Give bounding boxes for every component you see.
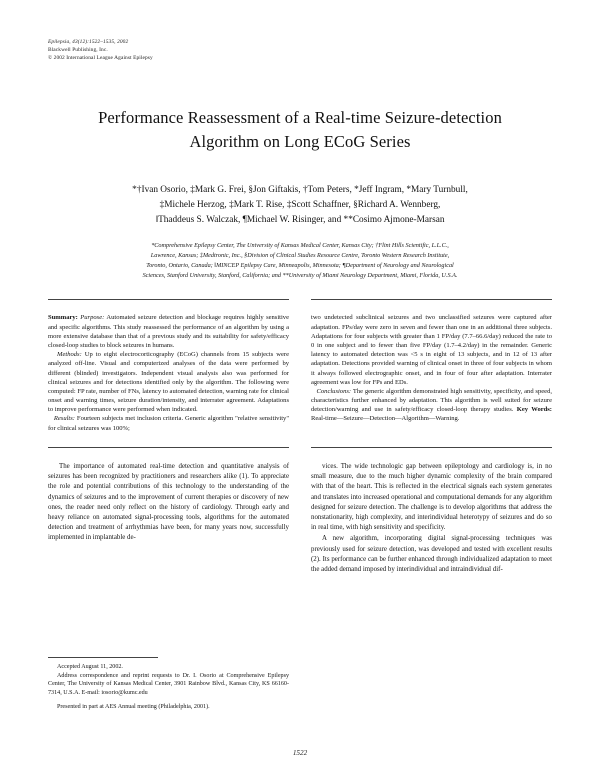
author-list xyxy=(48,183,552,227)
summary-top-rules xyxy=(48,299,552,300)
summary-column-left xyxy=(48,313,289,432)
authors-line-1: *†Ivan Osorio, ‡Mark G. Frei, §Jon Giftakis, †Tom Peters, *Jeff Ingram, *Mary Turnbull, xyxy=(132,185,468,196)
footnote-accepted: Accepted August 11, 2002. xyxy=(57,664,123,670)
footnote-presented: Presented in part at AES Annual meeting (Philadelphia, 2001). xyxy=(57,704,210,711)
title-line-1: Performance Reassessment of a Real-time Seizure-detection xyxy=(98,108,502,128)
footnote-divider xyxy=(48,657,158,658)
journal-copyright: © 2002 International League Against Epilepsy xyxy=(48,55,153,62)
summary-text-right: two undetected subclinical seizures and two unclassified seizures were captured after adaptation. FPs/day were zero in seven and fewer than one in an additional three subjects. Adaptations for four subjects with greater than 1 FP/day (7.7–66.6/day) reduced the rate to 0 in one subject and to fewer than five FP/day (1.7–4.2/day) in the remainder. Generic latency to automated detection was <5 s in eight of 13 subjects, and in 12 of 13 after adaptation. Detections provided warning of clinical onset in three of four subjects in whom it always followed electrographic onset, and in four of four after adaptation. Interrater agreement was low for FPs and EDs. Conclusions: The generic algorithm demonstrated high sensitivity, specificity, and speed, characteristics further enhanced by adaptation. This algorithm is well suited for seizure detection/warning and use in safety/efficacy closed-loop therapy studies. Key Words: Real-time—Seizure—Detection—Algorithm—Warning. xyxy=(311,314,552,423)
rule-left-bottom xyxy=(48,447,289,448)
body-column-left xyxy=(48,462,289,575)
body-paragraph-left-1: The importance of automated real-time detection and quantitative analysis of seizures has been recognized by practitioners and researchers alike (1). To appreciate the role and potential contributions of this technology to the understanding of the dynamics of seizures and to the improvement of current therapies or discovery of new ones, the reader need only reflect on the history of cardiology. Through early and heavy reliance on automated signal-processing tools, algorithms for the automated detection and treatment of arrhythmias have been, for many years now, successfully implemented in implantable de- xyxy=(48,462,289,542)
journal-publisher: Blackwell Publishing, Inc. xyxy=(48,47,108,54)
authors-line-2: ‡Michele Herzog, ‡Mark T. Rise, ‡Scott Schaffner, §Richard A. Wennberg, xyxy=(159,199,441,210)
footnote-block xyxy=(48,663,289,712)
rule-left-top xyxy=(48,299,289,300)
footnote-correspondence: Address correspondence and reprint requests to Dr. I. Osorio at Comprehensive Epilepsy Center, The University of Kansas Medical Center, 3901 Rainbow Blvd., Kansas City, KS 66160-7314, U.S.A. E-mail: iosorio@kumc.edu xyxy=(48,672,289,696)
affiliation-line-3: Toronto, Ontario, Canada; ‖MINCEP Epilepsy Care, Minneapolis, Minnesota; ¶Department of Neurology and Neurological xyxy=(146,262,454,270)
summary-bottom-rules xyxy=(48,447,552,448)
footnote-area xyxy=(48,648,289,712)
journal-header xyxy=(48,38,552,62)
summary-column-right xyxy=(311,313,552,432)
affiliation-line-2: Lawrence, Kansas; ‡Medtronic, Inc., §Division of Clinical Studies Resource Centre, Toronto Western Research Institute, xyxy=(150,252,450,260)
rule-right-bottom xyxy=(311,447,552,448)
affiliation-line-4: Sciences, Stanford University, Stanford, California; and **University of Miami Neurology Department, Miami, Florida, U.S.A. xyxy=(142,272,458,280)
body-paragraph-right-2: A new algorithm, incorporating digital signal-processing techniques was previously used for seizure detection, was developed and tested with excellent results (2). Its performance can be further enhanced through individualized adaptation to meet the added demand imposed by interindividual and intraindividual dif- xyxy=(311,535,552,574)
body-column-right xyxy=(311,462,552,575)
journal-citation: Epilepsia, 43(12):1522–1535, 2002 xyxy=(48,39,129,45)
affiliations xyxy=(48,241,552,281)
page-title xyxy=(48,106,552,153)
rule-right-top xyxy=(311,299,552,300)
body-paragraph-right-1: vices. The wide technologic gap between epileptology and cardiology is, in no small measure, due to the much higher dynamic complexity of the brain compared with that of the heart. This is reflected in the electrical signals each system generates and translates into increased operational and computational demands for any algorithm designed for seizure detection. The challenge is to develop algorithms that address the nonstationarity, high complexity, and interindividual heterotypy of seizures and do so in real time, with high sensitivity and specificity. xyxy=(311,462,552,532)
affiliation-line-1: *Comprehensive Epilepsy Center, The University of Kansas Medical Center, Kansas City; †Flint Hills Scientific, L.L.C., xyxy=(151,242,449,250)
summary-section xyxy=(48,313,552,432)
page-number: 1522 xyxy=(292,749,308,757)
summary-text-left: Summary: Purpose: Automated seizure detection and blockage requires highly sensitive and specific algorithms. This study reassessed the performance of an algorithm by using a more extensive database than that of a previous study and its suitability for safety/efficacy closed-loop studies to block seizures in humans. Methods: Up to eight electrocorticography (ECoG) channels from 15 subjects were analyzed off-line. Visual and computerized analyses of the data were performed by different (blinded) investigators. Independent visual analysis also was performed for clinical seizures and for detections identified only by the algorithm. The following were computed: FP rate, number of FNs, latency to automated detection, warning rate for clinical onset and warning times, seizure duration/intensity, and interrater agreement. Adaptations to improve performance were performed when indicated. Results: Fourteen subjects met inclusion criteria. Generic algorithm "relative sensitivity" for clinical seizures was 100%; xyxy=(48,314,289,432)
page-content xyxy=(48,38,552,575)
body-section xyxy=(48,462,552,575)
title-line-2: Algorithm on Long ECoG Series xyxy=(189,131,411,151)
authors-line-3: ‖Thaddeus S. Walczak, ¶Michael W. Risinger, and **Cosimo Ajmone-Marsan xyxy=(155,214,445,225)
